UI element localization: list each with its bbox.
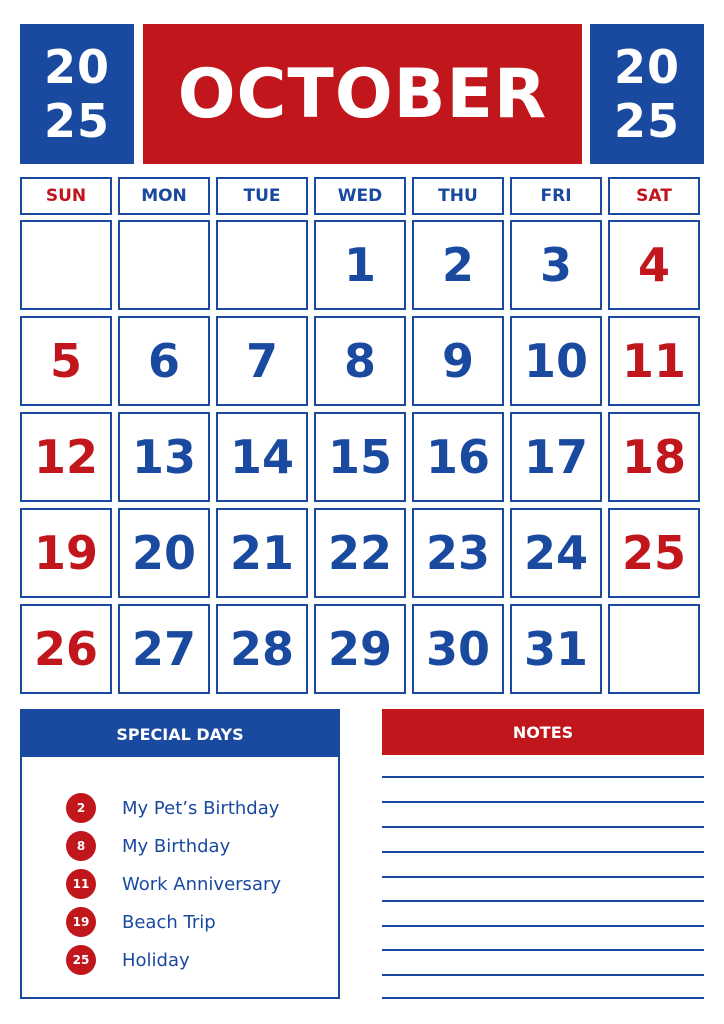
day-cell: 24 <box>510 508 602 598</box>
special-day-item <box>66 827 281 865</box>
weekday-sun: SUN <box>20 177 112 215</box>
weekday-tue: TUE <box>216 177 308 215</box>
year-right-top: 20 <box>613 40 680 94</box>
special-day-badge: 8 <box>66 831 96 861</box>
day-cell: 3 <box>510 220 602 310</box>
year-left <box>20 24 134 164</box>
day-cell <box>20 220 112 310</box>
day-cell: 4 <box>608 220 700 310</box>
day-cell: 2 <box>412 220 504 310</box>
special-day-label: Work Anniversary <box>122 873 282 895</box>
note-line <box>382 925 704 927</box>
year-left-bottom: 25 <box>43 94 110 148</box>
special-days-title: SPECIAL DAYS <box>22 711 338 757</box>
special-day-badge: 2 <box>66 793 96 823</box>
special-day-label: My Birthday <box>122 835 231 857</box>
note-line <box>382 851 704 853</box>
day-cell: 16 <box>412 412 504 502</box>
calendar-grid <box>20 220 700 694</box>
day-cell: 14 <box>216 412 308 502</box>
day-cell: 6 <box>118 316 210 406</box>
year-right <box>590 24 704 164</box>
note-line <box>382 997 704 999</box>
special-day-badge: 25 <box>66 945 96 975</box>
note-line <box>382 801 704 803</box>
special-day-item <box>66 903 281 941</box>
year-right-bottom: 25 <box>613 94 680 148</box>
special-days-panel <box>20 709 340 999</box>
day-cell: 8 <box>314 316 406 406</box>
year-left-top: 20 <box>43 40 110 94</box>
weekday-wed: WED <box>314 177 406 215</box>
day-cell: 5 <box>20 316 112 406</box>
special-day-item <box>66 865 281 903</box>
month-title: OCTOBER <box>143 24 582 164</box>
special-day-badge: 11 <box>66 869 96 899</box>
notes-title: NOTES <box>382 709 704 755</box>
day-cell: 25 <box>608 508 700 598</box>
day-cell: 29 <box>314 604 406 694</box>
special-day-item <box>66 789 281 827</box>
note-line <box>382 949 704 951</box>
special-day-item <box>66 941 281 979</box>
day-cell: 9 <box>412 316 504 406</box>
special-day-label: Holiday <box>122 949 190 971</box>
day-cell <box>216 220 308 310</box>
note-line <box>382 876 704 878</box>
weekday-thu: THU <box>412 177 504 215</box>
note-line <box>382 826 704 828</box>
day-cell: 28 <box>216 604 308 694</box>
day-cell: 30 <box>412 604 504 694</box>
day-cell <box>608 604 700 694</box>
special-day-badge: 19 <box>66 907 96 937</box>
note-line <box>382 900 704 902</box>
day-cell: 1 <box>314 220 406 310</box>
day-cell: 27 <box>118 604 210 694</box>
special-day-label: My Pet’s Birthday <box>122 797 280 819</box>
day-cell: 26 <box>20 604 112 694</box>
day-cell: 23 <box>412 508 504 598</box>
day-cell <box>118 220 210 310</box>
note-line <box>382 776 704 778</box>
day-cell: 19 <box>20 508 112 598</box>
weekday-fri: FRI <box>510 177 602 215</box>
day-cell: 7 <box>216 316 308 406</box>
day-cell: 21 <box>216 508 308 598</box>
day-cell: 31 <box>510 604 602 694</box>
day-cell: 22 <box>314 508 406 598</box>
weekday-header <box>20 177 700 215</box>
day-cell: 20 <box>118 508 210 598</box>
day-cell: 13 <box>118 412 210 502</box>
weekday-sat: SAT <box>608 177 700 215</box>
weekday-mon: MON <box>118 177 210 215</box>
day-cell: 17 <box>510 412 602 502</box>
note-line <box>382 974 704 976</box>
day-cell: 15 <box>314 412 406 502</box>
special-days-list <box>66 789 281 979</box>
day-cell: 18 <box>608 412 700 502</box>
day-cell: 11 <box>608 316 700 406</box>
day-cell: 10 <box>510 316 602 406</box>
special-day-label: Beach Trip <box>122 911 216 933</box>
day-cell: 12 <box>20 412 112 502</box>
